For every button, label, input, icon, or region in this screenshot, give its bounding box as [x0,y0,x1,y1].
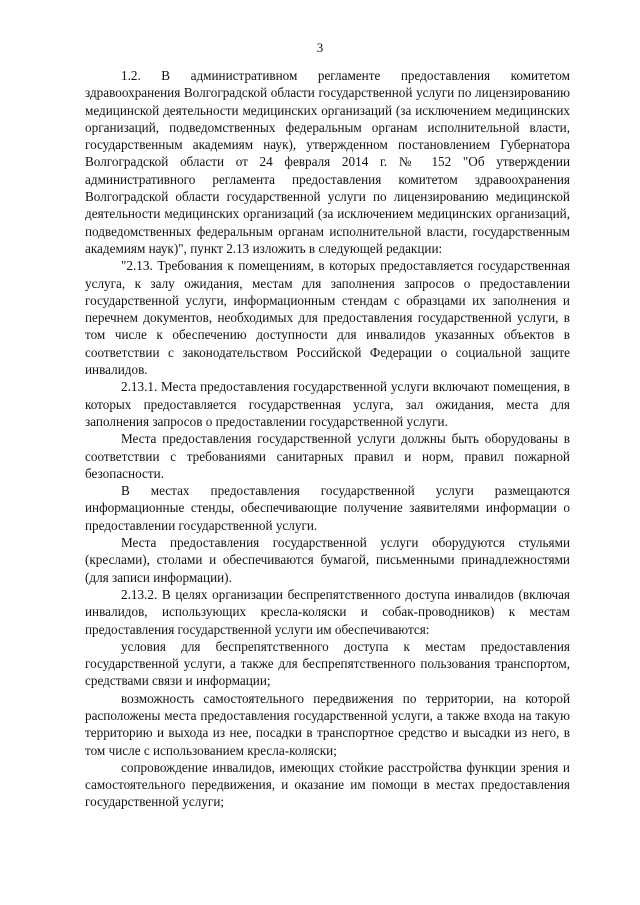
paragraph-access-conditions: условия для беспрепятственного доступа к местам предоставления государственной услуги, а также для беспрепятственного пользования транспортом, средствами связи и информации; [85,638,570,689]
paragraph-2-13-2: 2.13.2. В целях организации беспрепятственного доступа инвалидов (включая инвалидов, использующих кресла-коляски и собак-проводников) к местам предоставления государственной услуги им обеспечиваются: [85,586,570,637]
page-number: 3 [316,40,324,55]
paragraph-sanitary-norms: Места предоставления государственной услуги должны быть оборудованы в соответствии с требованиями санитарных правил и норм, правил пожарной безопасности. [85,431,570,481]
paragraph-2-13-1: 2.13.1. Места предоставления государственной услуги включают помещения, в которых предоставляется государственная услуга, зал ожидания, места для заполнения запросов о предоставлении государственной услуги. [85,379,570,429]
paragraph-furniture: Места предоставления государственной услуги оборудуются стульями (креслами), столами и обеспечиваются бумагой, письменными принадлежностями (для записи информации). [85,535,570,585]
paragraph-escort: сопровождение инвалидов, имеющих стойкие расстройства функции зрения и самостоятельного передвижения, и оказание им помощи в местах предоставления государственной услуги; [85,759,570,810]
paragraph-movement: возможность самостоятельного передвижения по территории, на которой расположены места предоставления государственной услуги, а также входа на такую территорию и выхода из нее, посадки в транспортное средство и высадки из него, в том числе с использованием кресла-коляски; [85,690,570,758]
paragraph-1-2: 1.2. В административном регламенте предоставления комитетом здравоохранения Волгоградской области государственной услуги по лицензированию медицинской деятельности медицинских организаций (за исключением медицинских организаций, подведомственных федеральным органам исполнительной власти, государственным академиям наук), утвержденном постановлением Губернатора Волгоградской области от 24 февраля 2014 г. № 152 "Об утверждении административного регламента предоставления комитетом здравоохранения Волгоградской области государственной услуги по лицензированию медицинской деятельности медицинских организаций (за исключением медицинских организаций, подведомственных федеральным органам исполнительной власти, государственным академиям наук)", пункт 2.13 изложить в следующей редакции: [85,68,570,256]
document-body [85,67,570,811]
paragraph-info-stands: В местах предоставления государственной услуги размещаются информационные стенды, обеспечивающие получение заявителями информации о предоставлении государственной услуги. [85,483,570,533]
paragraph-2-13: "2.13. Требования к помещениям, в которых предоставляется государственная услуга, к залу ожидания, местам для заполнения запросов о предоставлении государственной услуги, информационным стендам с образцами их заполнения и перечнем документов, необходимых для предоставления государственной услуги, в том числе к обеспечению доступности для инвалидов указанных объектов в соответствии с законодательством Российской Федерации о социальной защите инвалидов. [85,258,570,378]
